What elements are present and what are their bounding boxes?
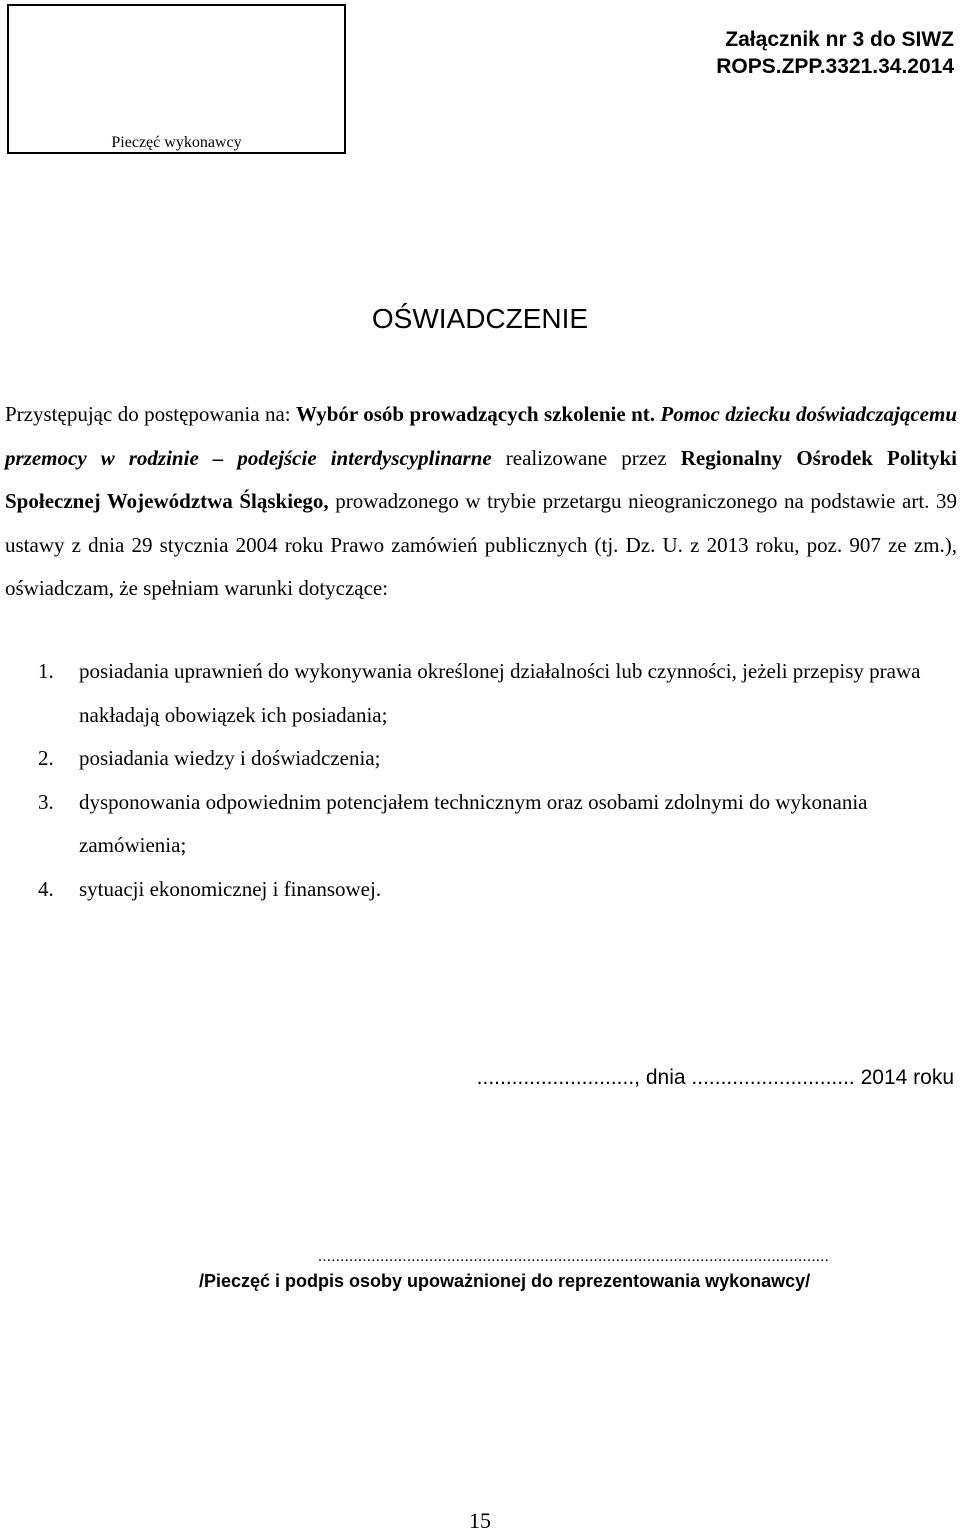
organizer-name: Regionalny Ośrodek Polityki Społecznej Województwa Śląskiego,	[5, 445, 958, 513]
signature-label: /Pieczęć i podpis osoby upoważnionej do reprezentowania wykonawcy/	[199, 1271, 811, 1291]
condition-number: 2.	[38, 746, 54, 770]
conditions-list	[5, 650, 955, 911]
training-title: Pomoc dziecku doświadczającemu przemocy w rodzinie – podejście interdyscyplinarne	[5, 402, 957, 470]
condition-number: 1.	[38, 659, 54, 683]
condition-text: dysponowania odpowiednim potencjałem technicznym oraz osobami zdolnymi do wykonania zamówienia;	[79, 789, 868, 857]
condition-number: 4.	[38, 876, 54, 901]
reference-number: ROPS.ZPP.3321.34.2014	[716, 55, 954, 78]
condition-text: posiadania uprawnień do wykonywania określonej działalności lub czynności, jeżeli przepisy prawa nakładają obowiązek ich posiadania;	[79, 659, 921, 727]
attachment-header	[716, 26, 954, 80]
condition-item	[5, 650, 955, 737]
document-title: OŚWIADCZENIE	[371, 303, 589, 334]
contractor-stamp-label: Pieczęć wykonawcy	[111, 134, 242, 151]
attachment-title: Załącznik nr 3 do SIWZ	[725, 28, 954, 51]
intro-lead: Przystępując do postępowania na:	[5, 402, 297, 426]
condition-text: sytuacji ekonomicznej i finansowej.	[79, 876, 382, 901]
condition-text: posiadania wiedzy i doświadczenia;	[79, 746, 381, 770]
condition-item	[5, 868, 955, 912]
intro-connector: realizowane przez	[491, 445, 681, 470]
contractor-stamp-box	[7, 4, 346, 154]
condition-item	[5, 737, 955, 781]
place-date-line: ..........................., dnia ............................ 2014 roku	[476, 1066, 954, 1089]
condition-number: 3.	[38, 789, 54, 814]
condition-item	[5, 781, 955, 868]
declaration-paragraph	[5, 393, 957, 611]
procedure-name: Wybór osób prowadzących szkolenie nt.	[296, 402, 661, 426]
page-number: 15	[469, 1508, 491, 1533]
signature-dotted-line: ...................................................................................................................	[317, 1248, 829, 1265]
legal-basis: prowadzonego w trybie przetargu nieograniczonego na podstawie art. 39 ustawy z dnia 29 stycznia 2004 roku Prawo zamówień publicznych (tj. Dz. U. z 2013 roku, poz. 907 ze zm.), oświadczam, że spełniam warunki dotyczące:	[5, 489, 957, 600]
